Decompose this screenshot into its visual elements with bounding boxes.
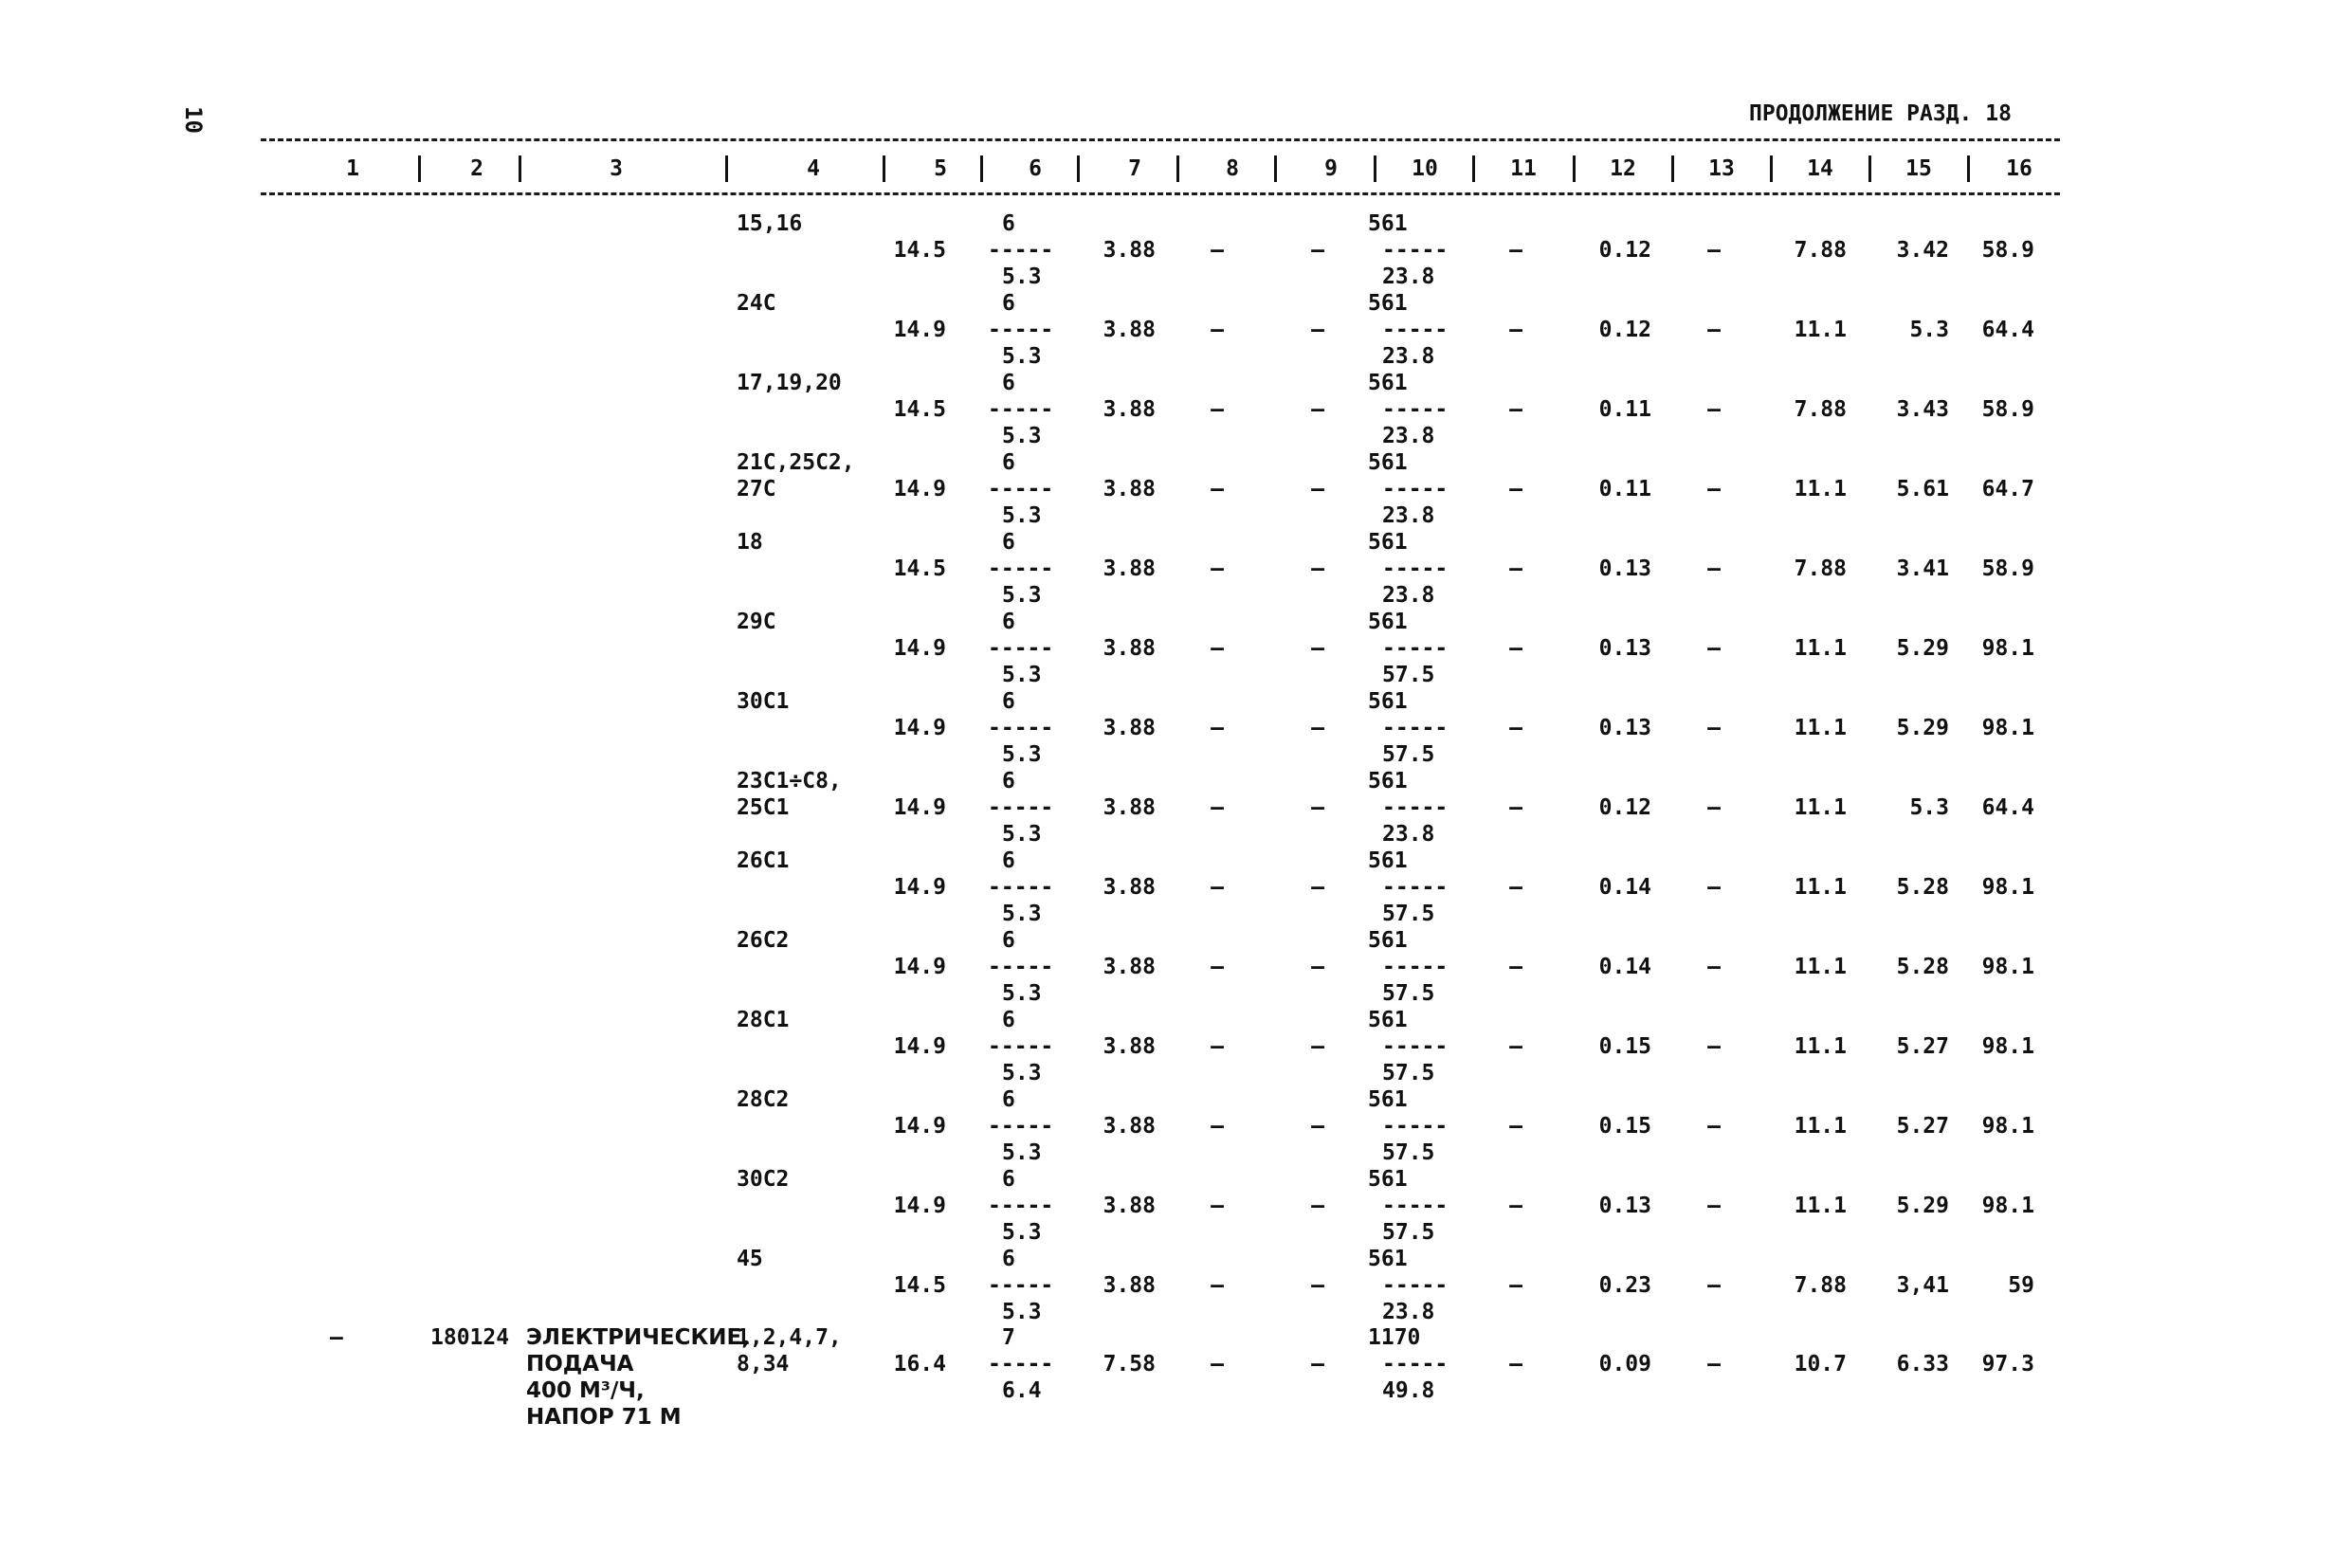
cell-col8: –	[1211, 875, 1224, 900]
cell-col14: 11.1	[1794, 1034, 1847, 1059]
cell-col14: 11.1	[1794, 1114, 1847, 1139]
column-header-4: 4	[807, 156, 820, 181]
cell-col12: 0.12	[1598, 795, 1651, 820]
cell-col3-line: ЭЛЕКТРИЧЕСКИЕ,	[526, 1325, 750, 1350]
cell-col11: –	[1509, 318, 1522, 342]
cell-col16: 64.4	[1981, 795, 2034, 820]
cell-col9: –	[1311, 1273, 1324, 1298]
cell-col8: –	[1211, 1352, 1224, 1377]
cell-col4-line: 26C1	[737, 848, 790, 873]
cell-col10-fraction-bar: -----	[1382, 636, 1449, 661]
cell-col11: –	[1509, 1114, 1522, 1139]
cell-col6-fraction-bar: -----	[988, 1034, 1054, 1059]
cell-col6-numerator: 6	[1002, 371, 1015, 395]
cell-col10-fraction-bar: -----	[1382, 477, 1449, 501]
cell-col4-line: 21C,25C2,	[737, 450, 855, 475]
cell-col9: –	[1311, 238, 1324, 263]
cell-col16: 58.9	[1981, 397, 2034, 422]
cell-col6-numerator: 6	[1002, 530, 1015, 555]
cell-col10-denominator: 49.8	[1382, 1378, 1435, 1403]
cell-col6-denominator: 5.3	[1002, 981, 1042, 1006]
cell-col4-line: 15,16	[737, 211, 803, 236]
cell-col15: 3.43	[1896, 397, 1949, 422]
cell-col9: –	[1311, 1352, 1324, 1377]
cell-col10-denominator: 23.8	[1382, 424, 1435, 448]
cell-col15: 5.28	[1896, 875, 1949, 900]
cell-col16: 98.1	[1981, 1114, 2034, 1139]
cell-col6-numerator: 6	[1002, 689, 1015, 714]
cell-col8: –	[1211, 556, 1224, 581]
cell-col10-denominator: 57.5	[1382, 981, 1435, 1006]
column-separator	[1176, 155, 1179, 182]
cell-col11: –	[1509, 238, 1522, 263]
cell-col7: 3.88	[1103, 238, 1156, 263]
cell-col10-denominator: 57.5	[1382, 1140, 1435, 1165]
cell-col12: 0.13	[1598, 636, 1651, 661]
column-separator	[1967, 155, 1970, 182]
cell-col8: –	[1211, 795, 1224, 820]
cell-col15: 5.3	[1909, 795, 1949, 820]
cell-col10-denominator: 23.8	[1382, 503, 1435, 528]
cell-col4-line: 18	[737, 530, 763, 555]
cell-col13: –	[1707, 238, 1721, 263]
cell-col6-denominator: 5.3	[1002, 1140, 1042, 1165]
cell-col8: –	[1211, 716, 1224, 740]
cell-col16: 58.9	[1981, 556, 2034, 581]
cell-col15: 3.41	[1896, 556, 1949, 581]
cell-col7: 3.88	[1103, 716, 1156, 740]
cell-col11: –	[1509, 636, 1522, 661]
cell-col4-line: 23C1÷C8,	[737, 769, 842, 793]
cell-col12: 0.14	[1598, 875, 1651, 900]
cell-col6-fraction-bar: -----	[988, 636, 1054, 661]
cell-col6-denominator: 5.3	[1002, 822, 1042, 847]
cell-col9: –	[1311, 318, 1324, 342]
cell-col15: 5.3	[1909, 318, 1949, 342]
cell-col4-line: 30C1	[737, 689, 790, 714]
cell-col16: 98.1	[1981, 636, 2034, 661]
cell-col5: 14.9	[893, 716, 946, 740]
cell-col15: 3,41	[1896, 1273, 1949, 1298]
cell-col8: –	[1211, 636, 1224, 661]
cell-col14: 10.7	[1794, 1352, 1847, 1377]
cell-col16: 64.4	[1981, 318, 2034, 342]
cell-col6-fraction-bar: -----	[988, 955, 1054, 979]
cell-col16: 59	[2008, 1273, 2034, 1298]
cell-col7: 3.88	[1103, 477, 1156, 501]
cell-col10-fraction-bar: -----	[1382, 397, 1449, 422]
cell-col5: 14.9	[893, 477, 946, 501]
cell-col6-numerator: 6	[1002, 610, 1015, 634]
cell-col13: –	[1707, 318, 1721, 342]
cell-col6-numerator: 6	[1002, 1008, 1015, 1032]
cell-col6-numerator: 6	[1002, 450, 1015, 475]
cell-col6-denominator: 5.3	[1002, 344, 1042, 369]
cell-col13: –	[1707, 1273, 1721, 1298]
column-separator	[1868, 155, 1871, 182]
cell-col10-numerator: 561	[1368, 848, 1408, 873]
column-separator	[1472, 155, 1475, 182]
cell-col4-line: 30C2	[737, 1167, 790, 1192]
cell-col7: 3.88	[1103, 636, 1156, 661]
cell-col10-numerator: 561	[1368, 291, 1408, 316]
cell-col6-numerator: 6	[1002, 769, 1015, 793]
cell-col11: –	[1509, 477, 1522, 501]
cell-col10-numerator: 561	[1368, 769, 1408, 793]
column-separator	[1671, 155, 1674, 182]
cell-col13: –	[1707, 716, 1721, 740]
cell-col13: –	[1707, 636, 1721, 661]
cell-col10-fraction-bar: -----	[1382, 1273, 1449, 1298]
cell-col6-denominator: 6.4	[1002, 1378, 1042, 1403]
cell-col7: 3.88	[1103, 795, 1156, 820]
cell-col9: –	[1311, 556, 1324, 581]
page-header-title: ПРОДОЛЖЕНИЕ РАЗД. 18	[1749, 101, 2012, 126]
cell-col13: –	[1707, 795, 1721, 820]
cell-col15: 5.29	[1896, 636, 1949, 661]
cell-col10-fraction-bar: -----	[1382, 795, 1449, 820]
cell-col9: –	[1311, 1114, 1324, 1139]
cell-col6-numerator: 7	[1002, 1325, 1015, 1350]
cell-col12: 0.13	[1598, 556, 1651, 581]
cell-col13: –	[1707, 955, 1721, 979]
column-header-3: 3	[610, 156, 623, 181]
cell-col11: –	[1509, 1034, 1522, 1059]
cell-col6-denominator: 5.3	[1002, 663, 1042, 687]
cell-col6-denominator: 5.3	[1002, 1220, 1042, 1245]
cell-col4-line: 25C1	[737, 795, 790, 820]
cell-col4-line: 45	[737, 1247, 763, 1271]
cell-col7: 3.88	[1103, 1034, 1156, 1059]
cell-col9: –	[1311, 875, 1324, 900]
cell-col6-denominator: 5.3	[1002, 1061, 1042, 1085]
cell-col9: –	[1311, 795, 1324, 820]
cell-col10-numerator: 561	[1368, 530, 1408, 555]
cell-col12: 0.14	[1598, 955, 1651, 979]
cell-col10-denominator: 57.5	[1382, 902, 1435, 926]
cell-col6-denominator: 5.3	[1002, 264, 1042, 289]
cell-col4-line: 24C	[737, 291, 776, 316]
cell-col11: –	[1509, 1273, 1522, 1298]
cell-col14: 11.1	[1794, 477, 1847, 501]
column-header-2: 2	[470, 156, 483, 181]
cell-col12: 0.15	[1598, 1114, 1651, 1139]
cell-col7: 7.58	[1103, 1352, 1156, 1377]
cell-col4-line: 26C2	[737, 928, 790, 953]
cell-col14: 11.1	[1794, 795, 1847, 820]
cell-col6-fraction-bar: -----	[988, 716, 1054, 740]
cell-col10-fraction-bar: -----	[1382, 1194, 1449, 1218]
cell-col10-denominator: 57.5	[1382, 742, 1435, 767]
cell-col14: 7.88	[1794, 397, 1847, 422]
cell-col6-numerator: 6	[1002, 291, 1015, 316]
cell-col6-denominator: 5.3	[1002, 1300, 1042, 1324]
cell-col3-line: НАПОР 71 М	[526, 1405, 682, 1430]
cell-col10-numerator: 561	[1368, 1008, 1408, 1032]
cell-col11: –	[1509, 1194, 1522, 1218]
column-header-5: 5	[934, 156, 947, 181]
page-number: 10	[180, 106, 207, 134]
cell-col4-line: 28C2	[737, 1087, 790, 1112]
cell-col6-numerator: 6	[1002, 848, 1015, 873]
cell-col4-line: 8,34	[737, 1352, 790, 1377]
column-separator	[519, 155, 521, 182]
cell-col9: –	[1311, 1034, 1324, 1059]
cell-col10-denominator: 23.8	[1382, 822, 1435, 847]
cell-col12: 0.23	[1598, 1273, 1651, 1298]
cell-col10-fraction-bar: -----	[1382, 318, 1449, 342]
cell-col10-fraction-bar: -----	[1382, 716, 1449, 740]
column-header-10: 10	[1412, 156, 1438, 181]
cell-col8: –	[1211, 1194, 1224, 1218]
cell-col10-denominator: 57.5	[1382, 1220, 1435, 1245]
cell-col12: 0.15	[1598, 1034, 1651, 1059]
cell-col11: –	[1509, 716, 1522, 740]
cell-col6-fraction-bar: -----	[988, 238, 1054, 263]
cell-col2: 180124	[430, 1325, 510, 1350]
cell-col12: 0.11	[1598, 397, 1651, 422]
cell-col10-fraction-bar: -----	[1382, 955, 1449, 979]
cell-col14: 7.88	[1794, 238, 1847, 263]
cell-col5: 14.5	[893, 238, 946, 263]
cell-col10-numerator: 1170	[1368, 1325, 1421, 1350]
cell-col6-fraction-bar: -----	[988, 397, 1054, 422]
cell-col5: 14.5	[893, 1273, 946, 1298]
cell-col10-fraction-bar: -----	[1382, 1352, 1449, 1377]
column-separator	[980, 155, 983, 182]
cell-col10-denominator: 23.8	[1382, 264, 1435, 289]
cell-col6-fraction-bar: -----	[988, 1273, 1054, 1298]
cell-col8: –	[1211, 318, 1224, 342]
cell-col11: –	[1509, 1352, 1522, 1377]
cell-col6-fraction-bar: -----	[988, 477, 1054, 501]
cell-col5: 14.9	[893, 955, 946, 979]
cell-col4-line: 27C	[737, 477, 776, 501]
cell-col7: 3.88	[1103, 397, 1156, 422]
cell-col5: 14.9	[893, 636, 946, 661]
cell-col13: –	[1707, 875, 1721, 900]
cell-col13: –	[1707, 397, 1721, 422]
cell-col10-denominator: 57.5	[1382, 663, 1435, 687]
cell-col1: –	[330, 1325, 343, 1350]
cell-col14: 11.1	[1794, 875, 1847, 900]
cell-col12: 0.09	[1598, 1352, 1651, 1377]
cell-col7: 3.88	[1103, 1194, 1156, 1218]
cell-col10-denominator: 23.8	[1382, 583, 1435, 608]
cell-col12: 0.13	[1598, 1194, 1651, 1218]
cell-col4-line: 28C1	[737, 1008, 790, 1032]
cell-col10-denominator: 57.5	[1382, 1061, 1435, 1085]
cell-col6-numerator: 6	[1002, 1087, 1015, 1112]
cell-col4-line: 29C	[737, 610, 776, 634]
cell-col10-fraction-bar: -----	[1382, 1114, 1449, 1139]
cell-col5: 14.9	[893, 795, 946, 820]
cell-col6-fraction-bar: -----	[988, 795, 1054, 820]
cell-col7: 3.88	[1103, 556, 1156, 581]
cell-col3-line: ПОДАЧА	[526, 1352, 634, 1377]
cell-col7: 3.88	[1103, 1273, 1156, 1298]
cell-col16: 98.1	[1981, 875, 2034, 900]
column-header-1: 1	[346, 156, 359, 181]
cell-col12: 0.13	[1598, 716, 1651, 740]
cell-col5: 14.9	[893, 318, 946, 342]
cell-col14: 7.88	[1794, 1273, 1847, 1298]
cell-col6-denominator: 5.3	[1002, 742, 1042, 767]
cell-col10-fraction-bar: -----	[1382, 556, 1449, 581]
cell-col8: –	[1211, 238, 1224, 263]
cell-col9: –	[1311, 477, 1324, 501]
cell-col6-numerator: 6	[1002, 928, 1015, 953]
cell-col6-denominator: 5.3	[1002, 902, 1042, 926]
cell-col16: 58.9	[1981, 238, 2034, 263]
cell-col12: 0.12	[1598, 238, 1651, 263]
column-separator	[725, 155, 728, 182]
cell-col7: 3.88	[1103, 318, 1156, 342]
column-header-14: 14	[1807, 156, 1833, 181]
cell-col5: 14.9	[893, 1114, 946, 1139]
column-separator	[883, 155, 885, 182]
cell-col12: 0.11	[1598, 477, 1651, 501]
cell-col5: 14.5	[893, 397, 946, 422]
column-separator	[1374, 155, 1376, 182]
cell-col8: –	[1211, 477, 1224, 501]
cell-col5: 14.9	[893, 875, 946, 900]
column-separator	[1077, 155, 1080, 182]
cell-col13: –	[1707, 1352, 1721, 1377]
column-separator	[1770, 155, 1773, 182]
cell-col6-numerator: 6	[1002, 211, 1015, 236]
cell-col6-denominator: 5.3	[1002, 503, 1042, 528]
cell-col7: 3.88	[1103, 875, 1156, 900]
cell-col5: 14.5	[893, 556, 946, 581]
cell-col16: 64.7	[1981, 477, 2034, 501]
column-header-6: 6	[1029, 156, 1042, 181]
cell-col8: –	[1211, 1273, 1224, 1298]
cell-col9: –	[1311, 716, 1324, 740]
cell-col10-fraction-bar: -----	[1382, 875, 1449, 900]
cell-col13: –	[1707, 1034, 1721, 1059]
cell-col7: 3.88	[1103, 1114, 1156, 1139]
cell-col16: 98.1	[1981, 716, 2034, 740]
column-header-13: 13	[1708, 156, 1735, 181]
cell-col8: –	[1211, 397, 1224, 422]
cell-col11: –	[1509, 556, 1522, 581]
column-separator	[1573, 155, 1576, 182]
cell-col10-fraction-bar: -----	[1382, 238, 1449, 263]
cell-col15: 6.33	[1896, 1352, 1949, 1377]
cell-col6-denominator: 5.3	[1002, 583, 1042, 608]
cell-col6-fraction-bar: -----	[988, 1194, 1054, 1218]
cell-col9: –	[1311, 397, 1324, 422]
cell-col6-fraction-bar: -----	[988, 556, 1054, 581]
cell-col10-numerator: 561	[1368, 450, 1408, 475]
cell-col15: 5.29	[1896, 1194, 1949, 1218]
cell-col10-numerator: 561	[1368, 689, 1408, 714]
cell-col4-line: 1,2,4,7,	[737, 1325, 842, 1350]
cell-col11: –	[1509, 955, 1522, 979]
cell-col16: 98.1	[1981, 1034, 2034, 1059]
cell-col10-numerator: 561	[1368, 371, 1408, 395]
column-separator	[1274, 155, 1277, 182]
cell-col11: –	[1509, 397, 1522, 422]
cell-col15: 5.28	[1896, 955, 1949, 979]
cell-col16: 97.3	[1981, 1352, 2034, 1377]
cell-col10-numerator: 561	[1368, 1167, 1408, 1192]
column-header-11: 11	[1510, 156, 1537, 181]
cell-col10-denominator: 23.8	[1382, 344, 1435, 369]
cell-col14: 7.88	[1794, 556, 1847, 581]
header-top-rule	[261, 138, 2060, 141]
cell-col14: 11.1	[1794, 636, 1847, 661]
cell-col16: 98.1	[1981, 1194, 2034, 1218]
cell-col5: 14.9	[893, 1034, 946, 1059]
cell-col9: –	[1311, 1194, 1324, 1218]
cell-col6-numerator: 6	[1002, 1167, 1015, 1192]
cell-col10-numerator: 561	[1368, 1087, 1408, 1112]
column-header-8: 8	[1226, 156, 1239, 181]
column-header-9: 9	[1324, 156, 1338, 181]
cell-col10-numerator: 561	[1368, 211, 1408, 236]
cell-col9: –	[1311, 636, 1324, 661]
cell-col13: –	[1707, 477, 1721, 501]
cell-col6-fraction-bar: -----	[988, 1352, 1054, 1377]
cell-col15: 3.42	[1896, 238, 1949, 263]
cell-col8: –	[1211, 1034, 1224, 1059]
cell-col10-numerator: 561	[1368, 610, 1408, 634]
cell-col5: 14.9	[893, 1194, 946, 1218]
column-header-15: 15	[1905, 156, 1932, 181]
cell-col13: –	[1707, 1114, 1721, 1139]
cell-col14: 11.1	[1794, 955, 1847, 979]
cell-col9: –	[1311, 955, 1324, 979]
cell-col13: –	[1707, 1194, 1721, 1218]
column-header-7: 7	[1128, 156, 1141, 181]
cell-col15: 5.27	[1896, 1034, 1949, 1059]
cell-col11: –	[1509, 875, 1522, 900]
cell-col6-fraction-bar: -----	[988, 1114, 1054, 1139]
cell-col8: –	[1211, 955, 1224, 979]
cell-col8: –	[1211, 1114, 1224, 1139]
cell-col10-numerator: 561	[1368, 1247, 1408, 1271]
cell-col6-fraction-bar: -----	[988, 318, 1054, 342]
cell-col6-fraction-bar: -----	[988, 875, 1054, 900]
cell-col7: 3.88	[1103, 955, 1156, 979]
cell-col6-denominator: 5.3	[1002, 424, 1042, 448]
cell-col15: 5.29	[1896, 716, 1949, 740]
column-header-16: 16	[2006, 156, 2032, 181]
cell-col3-line: 400 М³/Ч,	[526, 1378, 645, 1403]
cell-col10-fraction-bar: -----	[1382, 1034, 1449, 1059]
cell-col14: 11.1	[1794, 716, 1847, 740]
cell-col14: 11.1	[1794, 318, 1847, 342]
cell-col4-line: 17,19,20	[737, 371, 842, 395]
cell-col10-numerator: 561	[1368, 928, 1408, 953]
cell-col10-denominator: 23.8	[1382, 1300, 1435, 1324]
cell-col13: –	[1707, 556, 1721, 581]
cell-col5: 16.4	[893, 1352, 946, 1377]
cell-col16: 98.1	[1981, 955, 2034, 979]
cell-col6-numerator: 6	[1002, 1247, 1015, 1271]
cell-col11: –	[1509, 795, 1522, 820]
cell-col15: 5.27	[1896, 1114, 1949, 1139]
column-separator	[418, 155, 421, 182]
cell-col12: 0.12	[1598, 318, 1651, 342]
cell-col15: 5.61	[1896, 477, 1949, 501]
column-header-12: 12	[1610, 156, 1636, 181]
header-bottom-rule	[261, 192, 2060, 195]
cell-col14: 11.1	[1794, 1194, 1847, 1218]
